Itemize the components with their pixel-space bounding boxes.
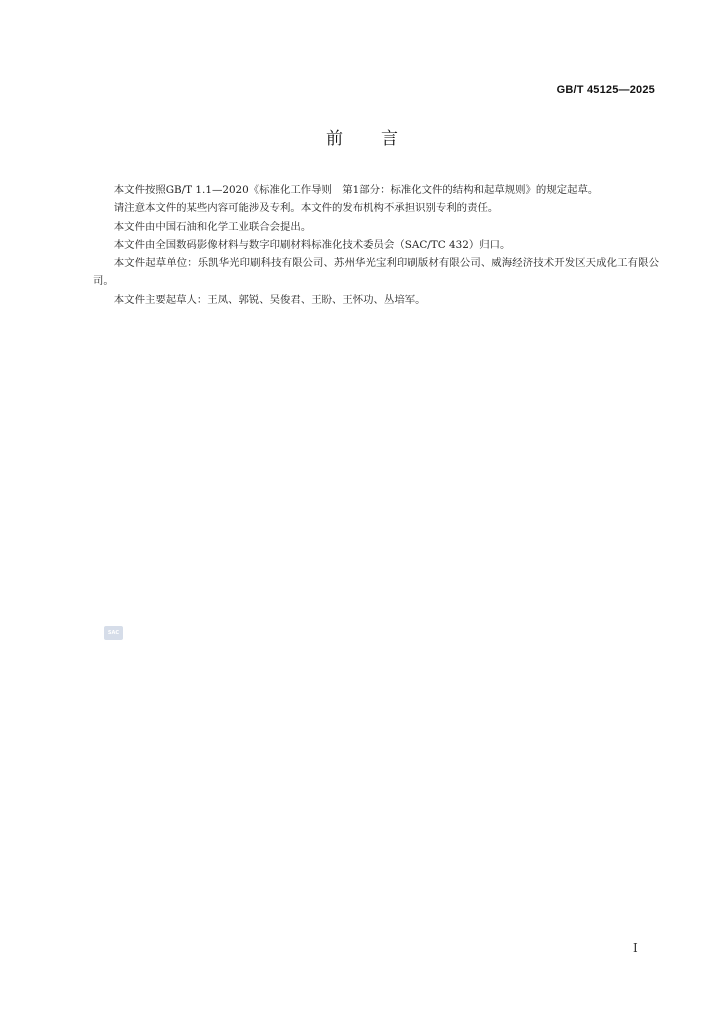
sac-watermark-logo: SAC (104, 626, 123, 640)
page-title: 前言 (326, 129, 436, 149)
page-number: I (633, 941, 638, 955)
paragraph-drafting-units: 本文件起草单位：乐凯华光印刷科技有限公司、苏州华光宝利印刷版材有限公司、威海经济技术开发区天成化工有限公司。 (93, 257, 659, 288)
paragraph-drafters: 本文件主要起草人：王凤、郭锐、吴俊君、王盼、王怀功、丛培军。 (113, 293, 426, 306)
paragraph-proposer: 本文件由中国石油和化学工业联合会提出。 (113, 220, 312, 233)
paragraph-drafting-rules: 本文件按照GB/T 1.1—2020《标准化工作导则 第1部分：标准化文件的结构和起草规则》的规定起草。 (113, 184, 599, 196)
paragraph-patent-notice: 请注意本文件的某些内容可能涉及专利。本文件的发布机构不承担识别专利的责任。 (113, 202, 499, 215)
paragraph-administrator: 本文件由全国数码影像材料与数字印刷材料标准化技术委员会（SAC/TC 432）归口。 (113, 238, 511, 251)
standard-number: GB/T 45125—2025 (556, 84, 655, 96)
foreword-body (93, 181, 659, 309)
